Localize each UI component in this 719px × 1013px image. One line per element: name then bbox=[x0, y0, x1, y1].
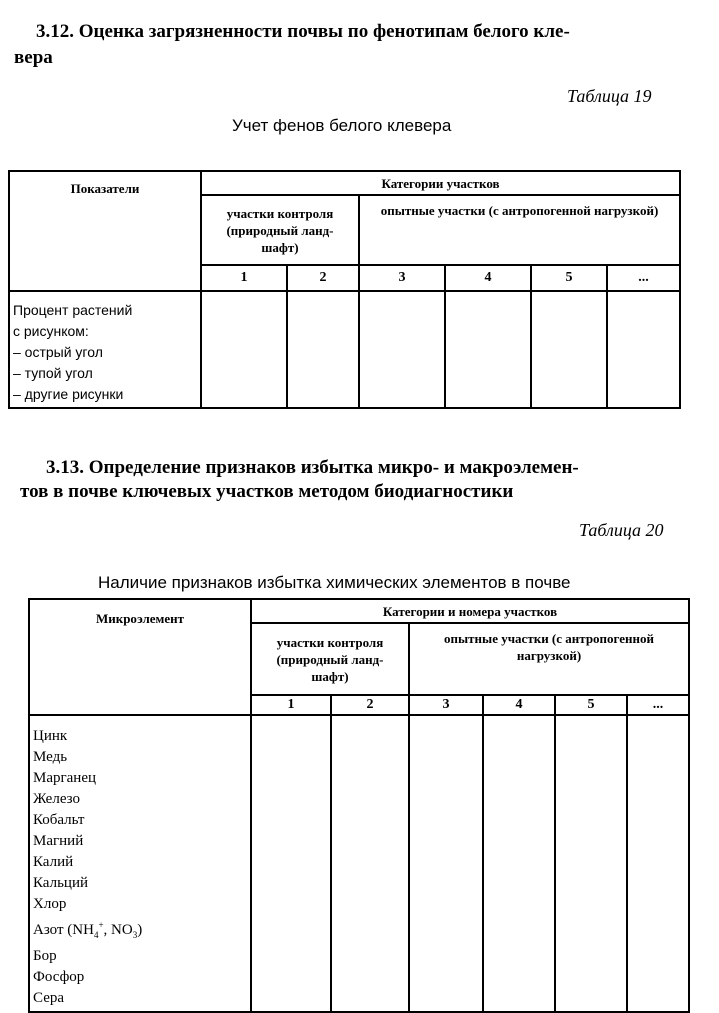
header-site-categories-numbers: Категории и номера участков bbox=[251, 599, 689, 623]
element-name: Цинк bbox=[33, 728, 68, 744]
data-cell bbox=[331, 715, 409, 1012]
table-caption-20: Наличие признаков избытка химических элементов в почве bbox=[98, 573, 571, 592]
nitrogen-middle: , NO bbox=[103, 922, 133, 938]
column-number: 5 bbox=[555, 695, 627, 715]
header-experimental-sites: опытные участки (с антропогенной нагрузкой) bbox=[409, 623, 689, 695]
row-label-plant-percent bbox=[9, 291, 201, 408]
data-cell bbox=[483, 715, 555, 1012]
table-number-19: Таблица 19 bbox=[567, 86, 652, 106]
data-cell bbox=[201, 291, 287, 408]
element-name: Калий bbox=[33, 854, 74, 870]
column-number: 4 bbox=[483, 695, 555, 715]
element-name: Фосфор bbox=[33, 969, 85, 985]
section-heading-3-13-line1: 3.13. Определение признаков избытка микро- и макроэлемен- bbox=[46, 457, 579, 478]
header-site-categories: Категории участков bbox=[201, 171, 680, 195]
data-cell bbox=[409, 715, 483, 1012]
element-name: Хлор bbox=[33, 896, 67, 912]
table-number-20: Таблица 20 bbox=[579, 520, 664, 540]
section-heading-3-13-line2: тов в почве ключевых участков методом биодиагностики bbox=[20, 481, 514, 502]
nitrogen-sub1: 4 bbox=[93, 930, 99, 940]
header-microelement: Микроэлемент bbox=[29, 599, 251, 715]
table-caption-19: Учет фенов белого клевера bbox=[232, 116, 452, 135]
data-cell bbox=[445, 291, 531, 408]
section-heading-3-12-line1: 3.12. Оценка загрязненности почвы по фенотипам белого кле- bbox=[36, 21, 570, 42]
table-20 bbox=[28, 598, 690, 1013]
column-number: 2 bbox=[287, 265, 359, 291]
data-cell bbox=[555, 715, 627, 1012]
row-label-line: Процент растений bbox=[13, 302, 133, 318]
column-number: 3 bbox=[359, 265, 445, 291]
column-number: 1 bbox=[201, 265, 287, 291]
element-name: Кальций bbox=[33, 875, 89, 891]
column-number: ... bbox=[627, 695, 689, 715]
data-cell bbox=[287, 291, 359, 408]
column-number: 3 bbox=[409, 695, 483, 715]
section-heading-3-12-line2: вера bbox=[14, 47, 53, 68]
column-number: ... bbox=[607, 265, 680, 291]
row-label-line: – другие рисунки bbox=[13, 386, 124, 402]
data-cell bbox=[251, 715, 331, 1012]
nitrogen-suffix: ) bbox=[137, 922, 143, 938]
element-name: Магний bbox=[33, 833, 84, 849]
nitrogen-sup1: + bbox=[98, 920, 104, 930]
column-number: 2 bbox=[331, 695, 409, 715]
element-name: Кобальт bbox=[33, 812, 85, 828]
element-name: Медь bbox=[33, 749, 68, 765]
table-19 bbox=[8, 170, 681, 409]
data-cell bbox=[607, 291, 680, 408]
row-label-line: – тупой угол bbox=[13, 365, 93, 381]
element-name: Бор bbox=[33, 948, 57, 964]
row-label-line: с рисунком: bbox=[13, 323, 89, 339]
column-number: 5 bbox=[531, 265, 607, 291]
column-number: 1 bbox=[251, 695, 331, 715]
element-name-nitrogen bbox=[33, 915, 247, 946]
nitrogen-prefix: Азот (NH bbox=[33, 922, 94, 938]
header-experimental-sites: опытные участки (с антропогенной нагрузкой) bbox=[359, 195, 680, 265]
row-label-line: – острый угол bbox=[13, 344, 103, 360]
data-cell bbox=[627, 715, 689, 1012]
element-name: Сера bbox=[33, 990, 65, 1006]
column-number: 4 bbox=[445, 265, 531, 291]
element-name: Марганец bbox=[33, 770, 97, 786]
header-indicators: Показатели bbox=[9, 171, 201, 291]
element-list bbox=[29, 715, 251, 1012]
element-name: Железо bbox=[33, 791, 80, 807]
data-cell bbox=[531, 291, 607, 408]
header-control-sites: участки контроля (природный ланд-шафт) bbox=[201, 195, 359, 265]
data-cell bbox=[359, 291, 445, 408]
header-control-sites: участки контроля (природный ланд-шафт) bbox=[251, 623, 409, 695]
nitrogen-sub2: 3 bbox=[132, 930, 138, 940]
